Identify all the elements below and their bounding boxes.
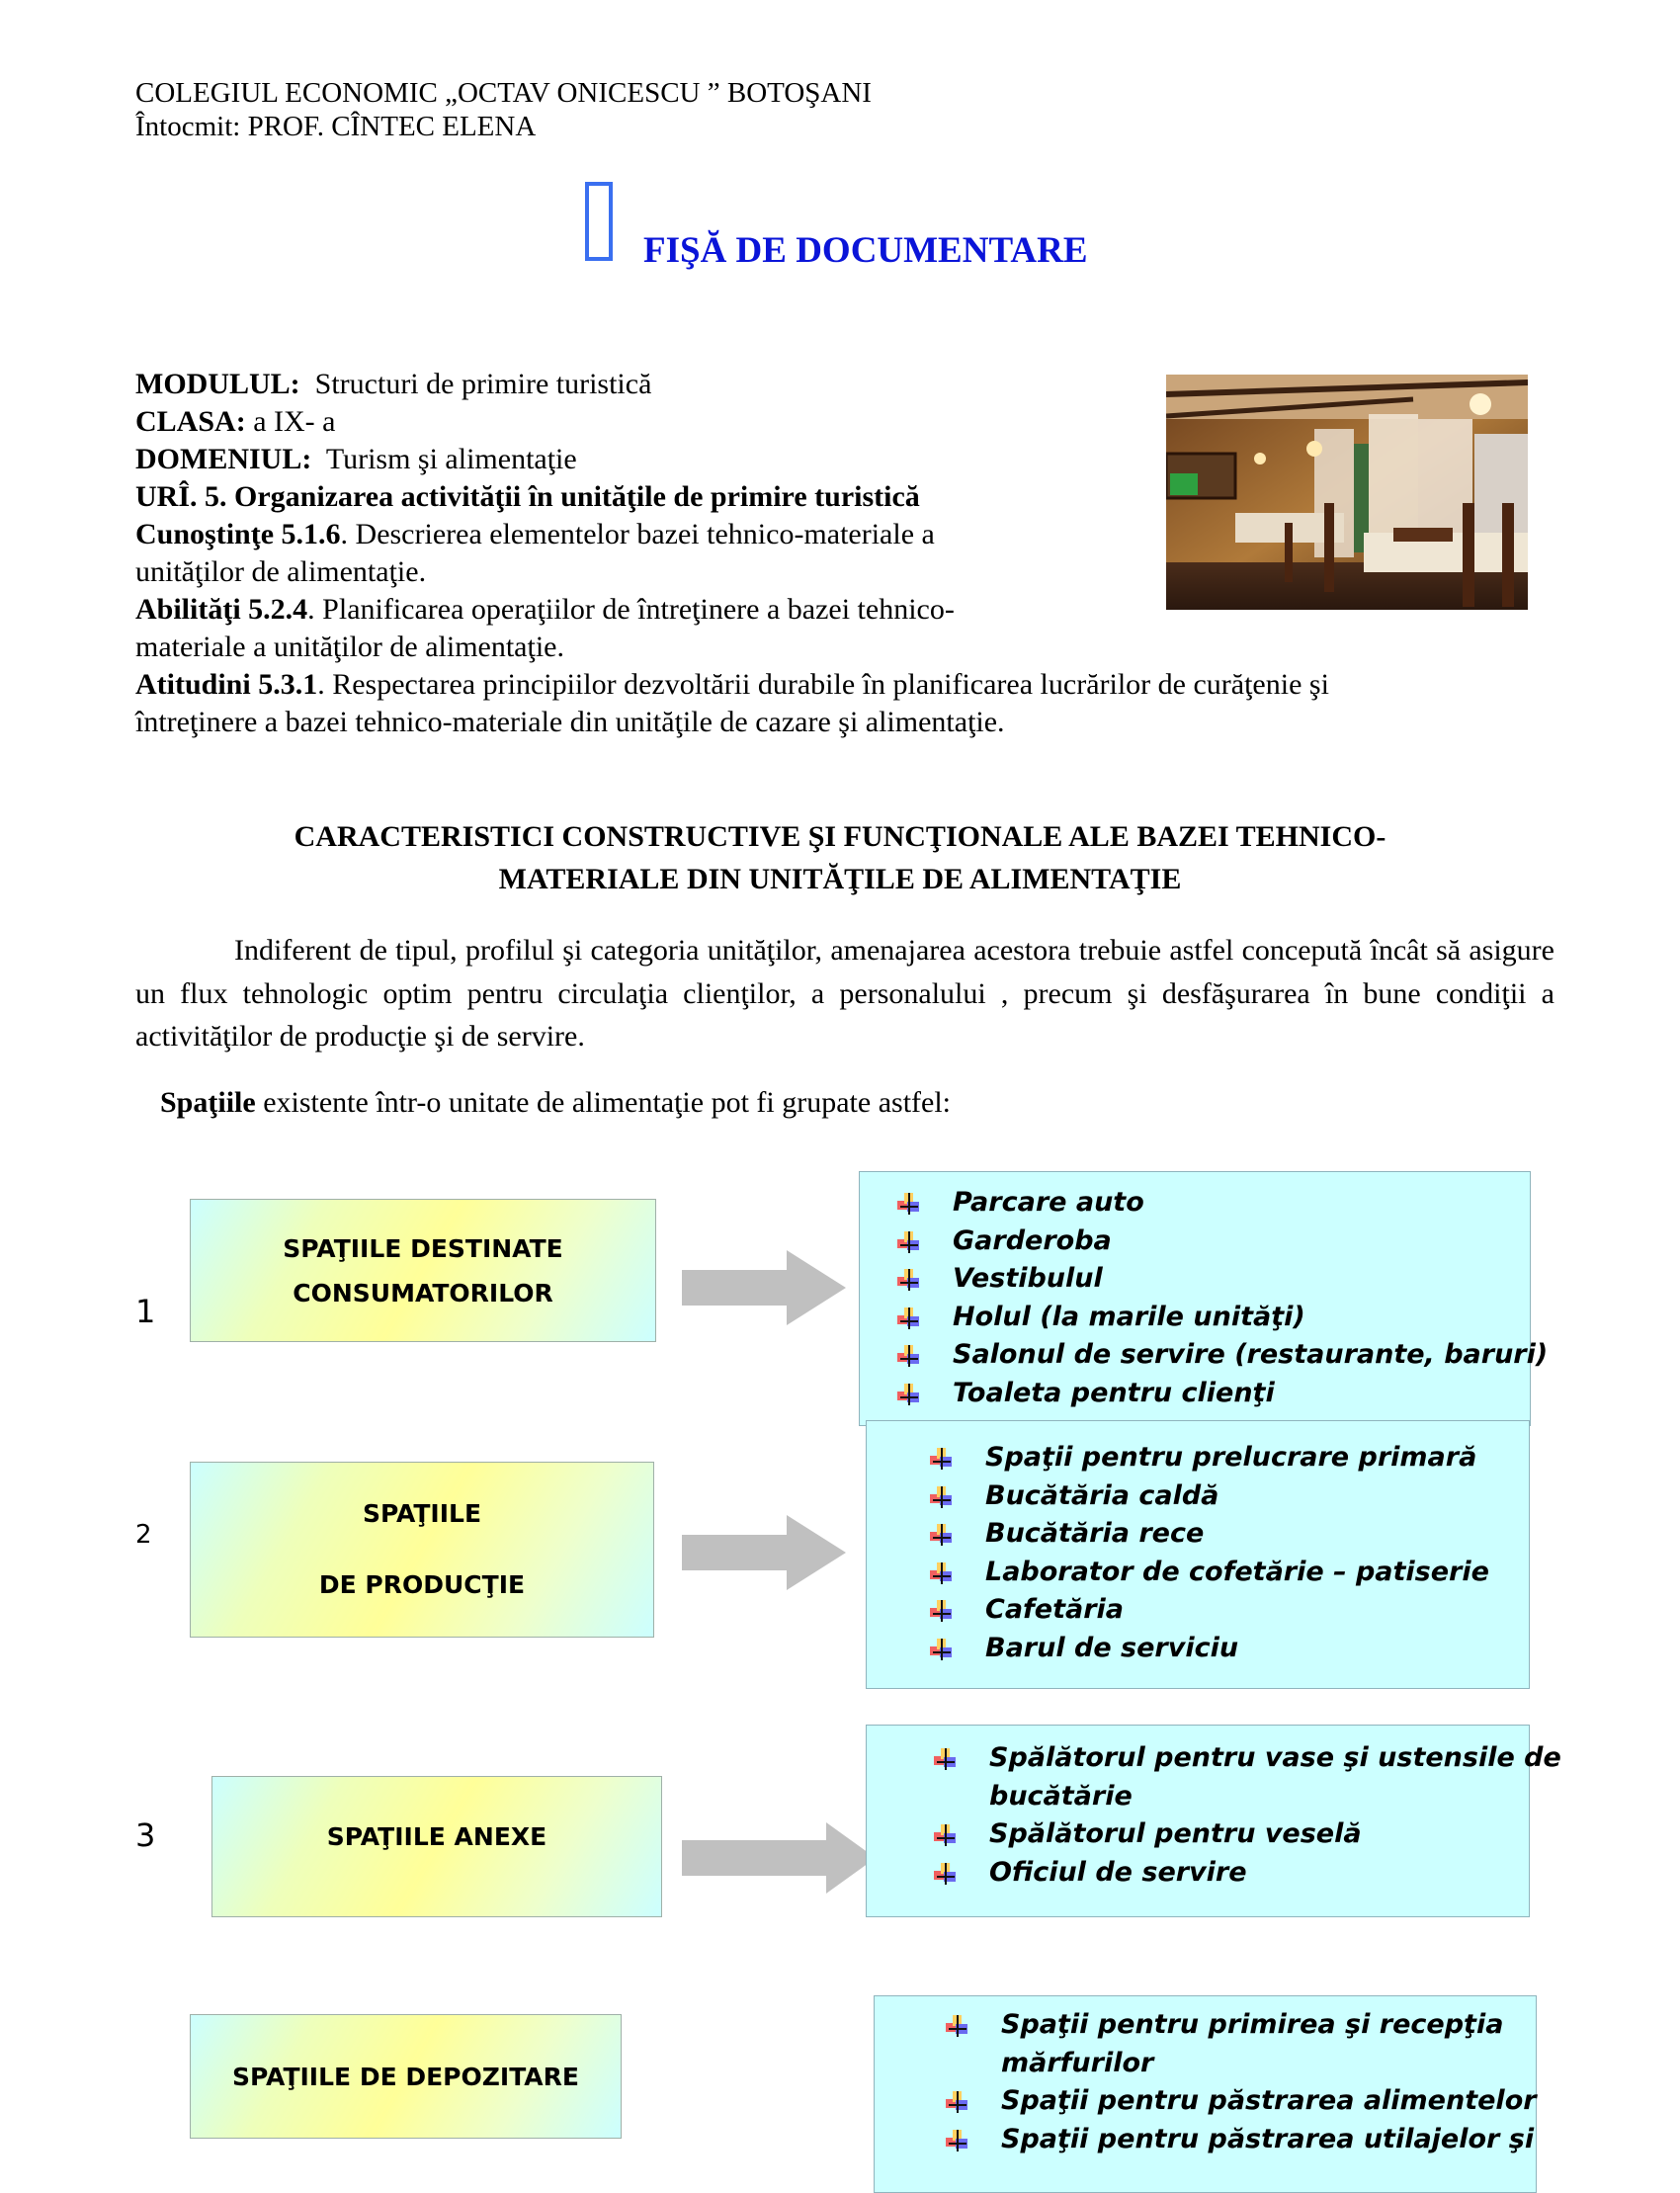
list-item-text: Holul (la marile unităţi) [953,1301,1305,1332]
bullet-part [908,1345,910,1367]
restaurant-photo [1166,375,1528,610]
list-item [930,1439,1529,1477]
bullet-part [900,1358,918,1360]
row-number: 1 [135,1293,156,1330]
section-heading [135,815,1545,900]
list-item-text: Garderoba [953,1224,1112,1256]
atitudini-label: Atitudini 5.3.1 [135,668,318,701]
bullet-part [900,1206,918,1208]
atitudini-line [135,666,1460,704]
list-item-text: Barul de serviciu [985,1632,1239,1663]
section-heading-line-2: MATERIALE DIN UNITĂŢILE DE ALIMENTAŢIE [498,863,1182,895]
category-label: DE PRODUCŢIE [318,1570,526,1599]
bullet-part [933,1537,951,1539]
arrow-right-icon [682,1822,876,1894]
bullet-part [949,2028,966,2030]
author-line: Întocmit: PROF. CÎNTEC ELENA [135,111,537,142]
bullet-part [941,1600,943,1622]
intro-paragraph [135,929,1554,1058]
bullet-part [941,1562,943,1584]
row-number: 2 [135,1520,152,1550]
bullet-part [937,1761,955,1763]
list-item-text: bucătărie [989,1780,1133,1812]
bullet-part [941,1486,943,1508]
bullet-part [900,1320,918,1322]
list-item-text: Vestibulul [953,1263,1103,1294]
clasa-value: a IX- a [253,405,336,438]
bullet-part [945,1824,947,1846]
bullet-part [908,1384,910,1405]
bullet-part [933,1651,951,1653]
list-item [930,1554,1529,1592]
list-item [930,1515,1529,1554]
list-box-production [866,1420,1530,1689]
bullet-part [957,2130,959,2151]
category-label: CONSUMATORILOR [293,1278,553,1307]
bullet-part [949,2104,966,2106]
list-item-text: mărfurilor [1001,2047,1154,2078]
list-item-text: Spaţii pentru păstrarea alimentelor [1001,2085,1537,2116]
list-item [897,1299,1530,1337]
bullet-part [957,2015,959,2037]
list-item-text: Laborator de cofetărie – patiserie [985,1556,1489,1587]
bullet-arrow-icon [930,1562,952,1584]
bullet-part [900,1244,918,1246]
category-label: SPAŢIILE ANEXE [326,1822,547,1851]
bullet-part [933,1613,951,1615]
bullet-arrow-icon [930,1448,952,1470]
bullet-arrow-icon [930,1524,952,1546]
list-item-text: Spaţii pentru primirea şi recepţia [1001,2009,1504,2040]
list-item [930,1477,1529,1516]
domeniu-label: DOMENIUL: [135,443,312,475]
row-number: 3 [135,1816,156,1854]
category-label: SPAŢIILE DE DEPOZITARE [232,2062,579,2091]
bullet-arrow-icon [897,1193,919,1215]
list-item-text: Spaţii pentru păstrarea utilajelor şi [1001,2123,1535,2154]
bullet-part [908,1307,910,1329]
arrow-right-icon [682,1250,846,1325]
list-item [897,1223,1530,1261]
bullet-part [933,1461,951,1463]
list-item-text: Spălătorul pentru veselă [989,1818,1362,1849]
section-heading-line-1: CARACTERISTICI CONSTRUCTIVE ŞI FUNCŢIONALE ALE BAZEI TEHNICO- [294,820,1386,853]
list-item-text: Salonul de servire (restaurante, baruri) [953,1339,1549,1370]
bullet-arrow-icon [897,1269,919,1291]
list-item [897,1260,1530,1299]
bullet-arrow-icon [946,2130,967,2151]
list-item [946,2082,1536,2121]
cunostinte-line-2: unităţilor de alimentaţie. [135,555,427,588]
list-item-text: Bucătăria caldă [985,1479,1219,1511]
bullet-arrow-icon [930,1600,952,1622]
intro-paragraph-text: Indiferent de tipul, profilul şi categoria unităţilor, amenajarea acestora trebuie astfel concepută încât să asigure un flux tehnologic optim pentru circulaţia clienţilor, a personalului , precum şi desfăşurarea în bune condiţii a activităţilor de producţie şi de servire. [135,934,1554,1053]
abilitati-text: . Planificarea operaţiilor de întreţinere a bazei tehnico- [307,593,955,626]
bullet-part [937,1876,955,1878]
bullet-arrow-icon [930,1486,952,1508]
domeniu-value: Turism şi alimentaţie [325,443,577,475]
list-item [897,1184,1530,1223]
bullet-part [908,1269,910,1291]
bullet-part [937,1837,955,1839]
spaces-lead-bold: Spaţiile [160,1086,256,1119]
spaces-lead [160,1086,951,1120]
list-item-continuation [934,1778,1529,1816]
arrow-right-icon [682,1515,846,1590]
bullet-part [957,2091,959,2113]
list-item [946,2121,1536,2159]
list-item [930,1630,1529,1668]
list-item [934,1739,1561,1778]
list-box-storage [874,1995,1537,2193]
bullet-arrow-icon [897,1307,919,1329]
list-item-text: Cafetăria [985,1594,1125,1625]
list-item [897,1336,1549,1375]
list-item [897,1375,1530,1413]
list-item-text: Parcare auto [953,1187,1144,1218]
list-item-text: Toaleta pentru clienţi [953,1377,1275,1408]
list-item [930,1591,1529,1630]
bullet-part [933,1499,951,1501]
category-box-production [190,1462,654,1638]
bullet-part [908,1231,910,1253]
bullet-part [900,1282,918,1284]
bullet-arrow-icon [946,2015,967,2037]
list-item-text: Oficiul de servire [989,1856,1247,1888]
atitudini-line-2: întreţinere a bazei tehnico-materiale din unităţile de cazare şi alimentaţie. [135,706,1005,738]
atitudini-text: . Respectarea principiilor dezvoltării durabile în planificarea lucrărilor de curăţenie şi [317,668,1329,701]
list-item-continuation [946,2045,1536,2083]
bullet-part [900,1396,918,1398]
list-box-consumers [859,1171,1549,1426]
uri-text: URÎ. 5. Organizarea activităţii în unităţile de primire turistică [135,480,920,513]
clasa-label: CLASA: [135,405,246,438]
category-label: SPAŢIILE DESTINATE [283,1233,563,1263]
category-box-storage [190,2014,622,2139]
list-item-text: Spălătorul pentru vase şi ustensile de [989,1742,1561,1773]
list-item-text: Spaţii pentru prelucrare primară [985,1442,1477,1473]
abilitati-label: Abilităţi 5.2.4 [135,593,308,626]
bullet-arrow-icon [897,1345,919,1367]
page-title: FIŞĂ DE DOCUMENTARE [643,230,1088,271]
school-name: COLEGIUL ECONOMIC „OCTAV ONICESCU ” BOTOŞANI [135,77,872,109]
bullet-arrow-icon [934,1863,956,1885]
missing-glyph-icon [585,182,613,261]
bullet-arrow-icon [934,1748,956,1770]
modul-label: MODULUL: [135,368,300,400]
bullet-part [945,1863,947,1885]
bullet-part [941,1524,943,1546]
bullet-part [908,1193,910,1215]
cunostinte-text: . Descrierea elementelor bazei tehnico-materiale a [340,518,935,550]
category-box-consumers [190,1199,656,1342]
bullet-part [941,1639,943,1660]
list-item [946,2006,1536,2045]
bullet-arrow-icon [934,1824,956,1846]
bullet-arrow-icon [897,1384,919,1405]
abilitati-line-2: materiale a unităţilor de alimentaţie. [135,631,564,663]
spaces-lead-text: existente într-o unitate de alimentaţie pot fi grupate astfel: [255,1086,952,1119]
bullet-part [933,1575,951,1577]
bullet-arrow-icon [930,1639,952,1660]
bullet-part [941,1448,943,1470]
modul-value: Structuri de primire turistică [314,368,652,400]
bullet-arrow-icon [897,1231,919,1253]
category-box-annex [211,1776,662,1917]
bullet-part [949,2143,966,2145]
list-item-text: Bucătăria rece [985,1518,1205,1549]
cunostinte-label: Cunoştinţe 5.1.6 [135,518,341,550]
list-item [934,1815,1529,1854]
category-label: SPAŢIILE [362,1499,482,1528]
bullet-part [945,1748,947,1770]
list-item [934,1854,1529,1893]
bullet-arrow-icon [946,2091,967,2113]
list-box-annex [866,1725,1561,1917]
